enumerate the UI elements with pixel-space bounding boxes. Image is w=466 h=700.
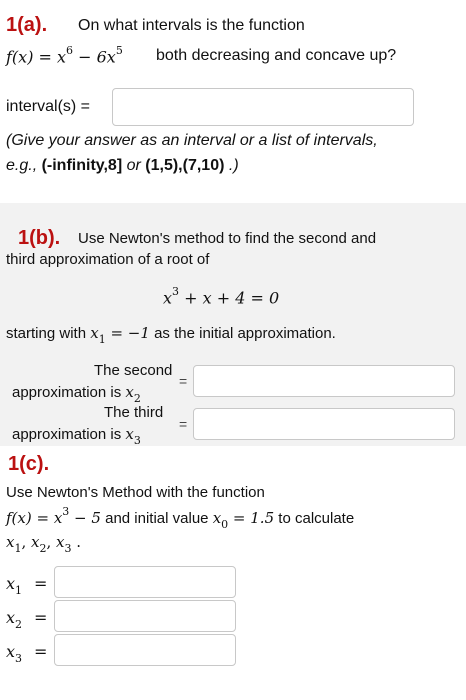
x3-var: x [125, 425, 134, 443]
func-base: f(x) = x [6, 47, 67, 67]
x1-value: = −1 [105, 324, 150, 342]
c-x3-var: x [6, 642, 16, 661]
c-x3-input[interactable] [55, 635, 235, 665]
and-initial-text: and initial value [105, 510, 209, 527]
third-eq-sign: = [179, 416, 188, 432]
starting-with-text: starting with [6, 325, 87, 342]
third-approx-box [193, 408, 455, 440]
exp-6: 6 [66, 44, 74, 57]
list-x2: x [31, 533, 40, 551]
hint-end: .) [224, 157, 239, 174]
third-approx-text: approximation is [12, 426, 122, 443]
list-s3: 3 [64, 542, 72, 555]
exp-5: 5 [115, 44, 123, 57]
eq-x: x [163, 288, 173, 308]
to-calculate-text: to calculate [278, 510, 355, 527]
c-func-rest: − 5 [69, 509, 101, 527]
c-x3-box [54, 634, 236, 666]
c-row-x3-label [6, 642, 22, 664]
part-b-line1: Use Newton's method to find the second and [78, 230, 377, 247]
part-b-line2: third approximation of a root of [6, 251, 210, 268]
part-a-question-line1: On what intervals is the function [78, 17, 305, 34]
hint-line2 [6, 157, 239, 175]
c-row-x3-eq: = [34, 642, 48, 661]
second-eq-sign: = [179, 373, 188, 389]
c-x2-input[interactable] [55, 601, 235, 631]
x1-sub: 1 [98, 333, 106, 346]
part-c-line2 [6, 507, 354, 530]
second-approx-text: approximation is [12, 384, 122, 401]
starting-with-line [6, 324, 336, 345]
part-c-var-list: $x_1$, $x_2$, $x_3$ . [6, 533, 82, 555]
third-approx-input[interactable] [194, 409, 454, 439]
interval-label: interval(s) = [6, 98, 91, 115]
minus-term: − 6x [73, 47, 116, 67]
c-x1-box [54, 566, 236, 598]
part-b-section [0, 203, 466, 446]
c-func: f(x) = x [6, 509, 63, 527]
second-label-2 [12, 383, 141, 404]
as-initial-text: as the initial approximation. [154, 325, 336, 342]
c-x2-sub: 2 [15, 618, 23, 632]
list-s2: 2 [39, 542, 47, 555]
third-label-1: The third [104, 404, 164, 421]
part-a-question-line2: both decreasing and concave up? [156, 47, 397, 64]
second-approx-box [193, 365, 455, 397]
x2-var: x [125, 383, 134, 401]
x0-sub: 0 [221, 518, 229, 531]
c-x1-var: x [6, 574, 16, 593]
c-x2-var: x [6, 608, 16, 627]
interval-input-box [112, 88, 414, 126]
x2-sub: 2 [133, 392, 141, 405]
list-x1: x [6, 533, 15, 551]
eq-exp: 3 [172, 285, 180, 298]
c-x1-sub: 1 [15, 584, 23, 598]
hint-line1: (Give your answer as an interval or a list of intervals, [6, 132, 378, 149]
x0-var: x [212, 509, 222, 527]
part-a-heading: 1(a). [6, 14, 48, 36]
x0-value: = 1.5 [228, 509, 275, 527]
part-b-heading: 1(b). [18, 227, 61, 249]
x1-var: x [90, 324, 99, 342]
c-row-x2-eq: = [34, 608, 48, 627]
newton-equation [163, 287, 279, 308]
c-x3-sub: 3 [15, 652, 23, 666]
c-x2-box [54, 600, 236, 632]
c-row-x2-label [6, 608, 22, 630]
list-s1: 1 [14, 542, 22, 555]
c-x1-input[interactable] [55, 567, 235, 597]
part-a-function [6, 46, 123, 67]
hint-or: or [122, 157, 146, 174]
list-x3: x [56, 533, 65, 551]
part-c-heading: 1(c). [8, 453, 50, 475]
third-label-2 [12, 425, 141, 446]
part-c-line1: Use Newton's Method with the function [6, 484, 265, 501]
x3-sub: 3 [133, 434, 141, 447]
interval-input[interactable] [113, 89, 413, 125]
hint-eg: e.g., [6, 157, 42, 174]
part-c-section [0, 447, 466, 700]
hint-example-2: (1,5),(7,10) [145, 157, 225, 174]
second-label-1: The second [94, 362, 173, 379]
c-func-exp: 3 [62, 505, 70, 518]
c-row-x1-label [6, 574, 22, 596]
c-row-x1-eq: = [34, 574, 48, 593]
hint-example-1: (-infinity,8] [41, 157, 123, 174]
second-approx-input[interactable] [194, 366, 454, 396]
eq-rest: + x + 4 = 0 [179, 288, 280, 308]
part-a-section [0, 0, 466, 203]
